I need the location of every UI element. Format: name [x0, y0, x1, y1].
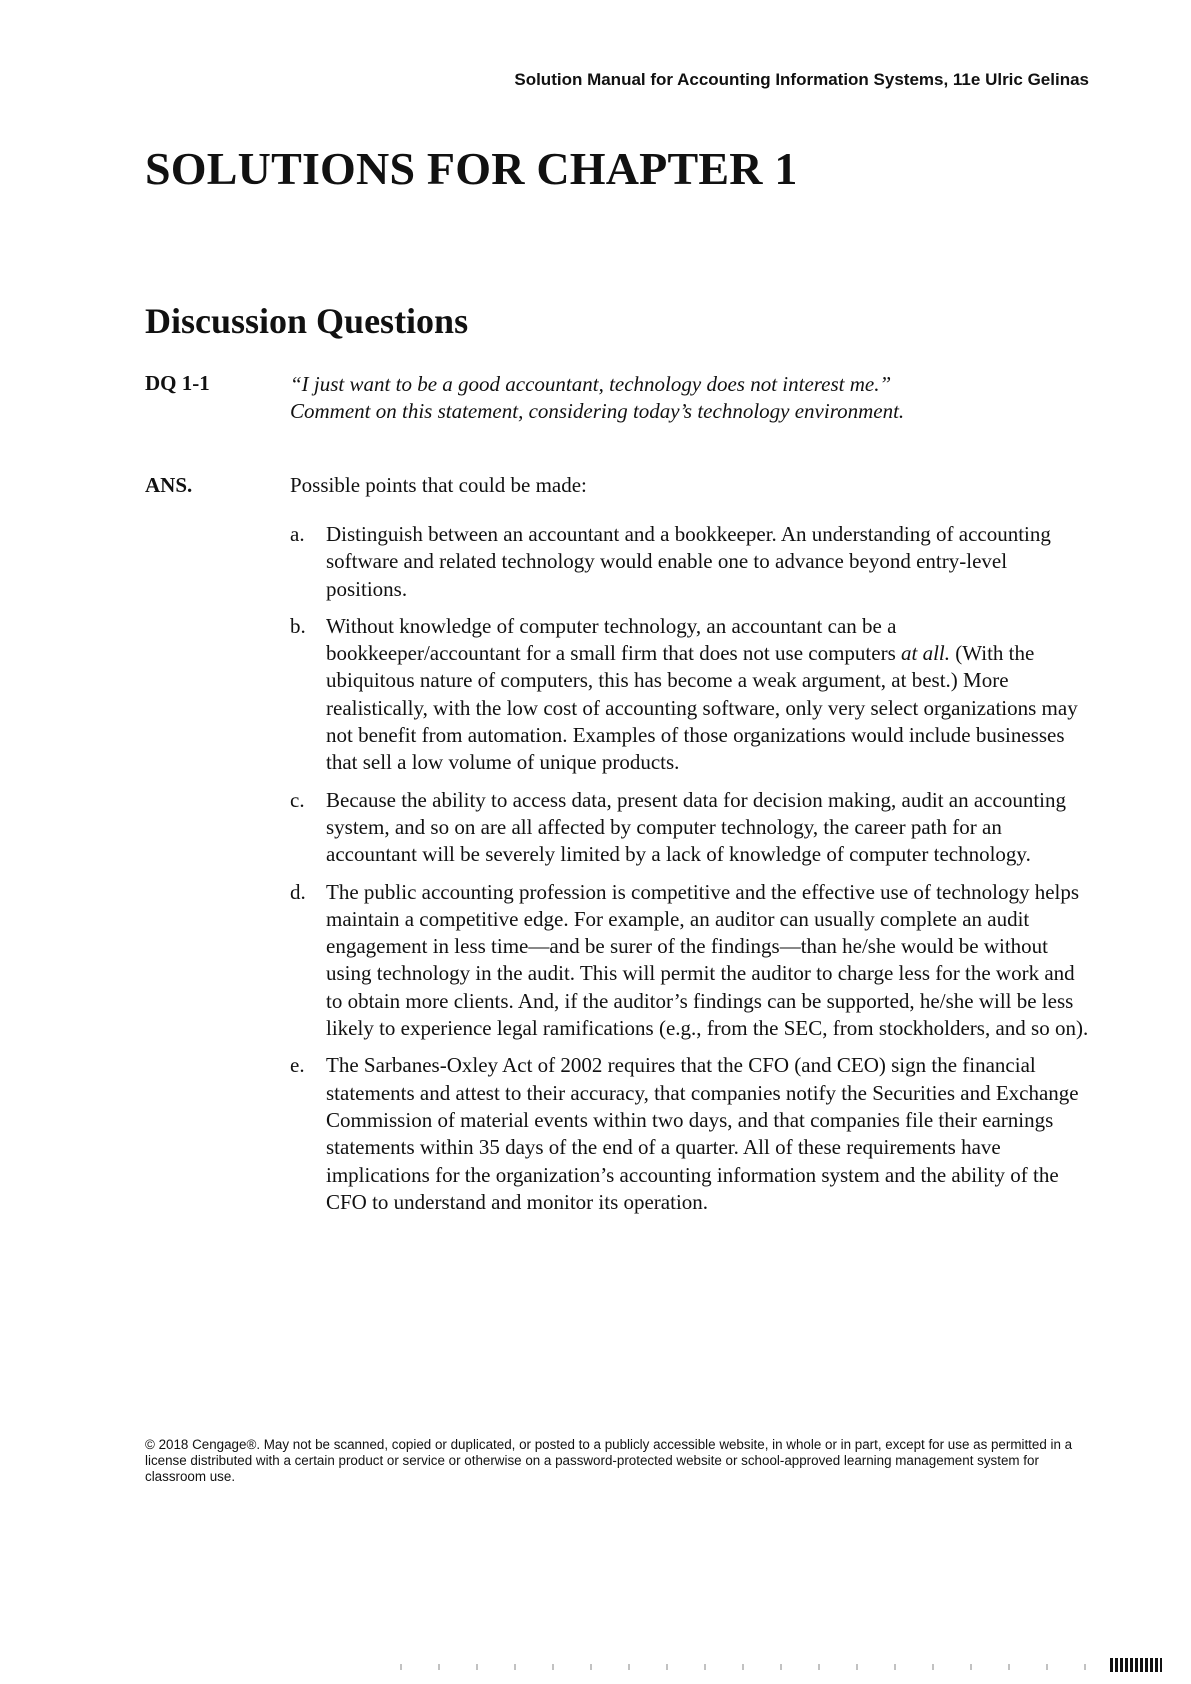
section-title: Discussion Questions: [145, 301, 469, 341]
item-text-before: Without knowledge of computer technology, an accountant can be a bookkeeper/accountant for a small firm that does not use computers: [326, 613, 901, 666]
question-text: [290, 371, 1090, 425]
item-marker: e.: [290, 1053, 305, 1078]
barcode-mark: [1110, 1658, 1162, 1672]
answer-item: [290, 879, 1090, 1043]
item-text: Because the ability to access data, present data for decision making, audit an accounting system, and so on are all affected by computer technology, the career path for an accountant will be severely limited by a lack of knowledge of computer technology.: [326, 787, 1066, 867]
copyright-footer: © 2018 Cengage®. May not be scanned, copied or duplicated, or posted to a publicly accessible website, in whole or in part, except for use as permitted in a license distributed with a certain product or service or otherwise on a password-protected website or school-approved learning management system for classroom use.: [145, 1437, 1073, 1484]
question-line-2: Comment on this statement, considering today’s technology environment.: [290, 399, 905, 423]
chapter-title: SOLUTIONS FOR CHAPTER 1: [145, 143, 798, 194]
question-line-1: “I just want to be a good accountant, technology does not interest me.”: [290, 372, 892, 396]
answer-intro: Possible points that could be made:: [290, 473, 587, 497]
answer-label: ANS.: [145, 473, 193, 497]
answer-item: [290, 1052, 1090, 1216]
answer-item: [290, 613, 1090, 777]
item-marker: b.: [290, 613, 306, 638]
item-text-after: (With the ubiquitous nature of computers, this has become a weak argument, at best.) More realistically, with the low cost of accounting software, only very select organizations may not benefit from automation. Examples of those organizations would include businesses that sell a low volume of unique products.: [326, 641, 1078, 775]
answer-list: [290, 521, 1090, 1226]
scan-artifact-line: [400, 1664, 1100, 1670]
running-header: Solution Manual for Accounting Information Systems, 11e Ulric Gelinas: [514, 70, 1089, 89]
question-label: DQ 1-1: [145, 371, 210, 395]
item-marker: c.: [290, 787, 305, 812]
item-text: Distinguish between an accountant and a bookkeeper. An understanding of accounting software and related technology would enable one to advance beyond entry-level positions.: [326, 522, 1051, 601]
answer-item: [290, 787, 1090, 869]
item-marker: d.: [290, 879, 306, 904]
item-text: The public accounting profession is competitive and the effective use of technology helps maintain a competitive edge. For example, an auditor can usually complete an audit engagement in less time—and be surer of the findings—than he/she would be without using technology in the audit. This will permit the auditor to charge less for the work and to obtain more clients. And, if the auditor’s findings can be supported, he/she will be less likely to experience legal ramifications (e.g., from the SEC, from stockholders, and so on).: [326, 879, 1089, 1041]
item-text: The Sarbanes-Oxley Act of 2002 requires that the CFO (and CEO) sign the financial statements and attest to their accuracy, that companies notify the Securities and Exchange Commission of material events within two days, and that companies file their earnings statements within 35 days of the end of a quarter. All of these requirements have implications for the organization’s accounting information system and the ability of the CFO to understand and monitor its operation.: [326, 1053, 1079, 1214]
item-text-emphasis: at all.: [901, 641, 951, 666]
item-marker: a.: [290, 522, 305, 546]
answer-item: [290, 521, 1090, 603]
